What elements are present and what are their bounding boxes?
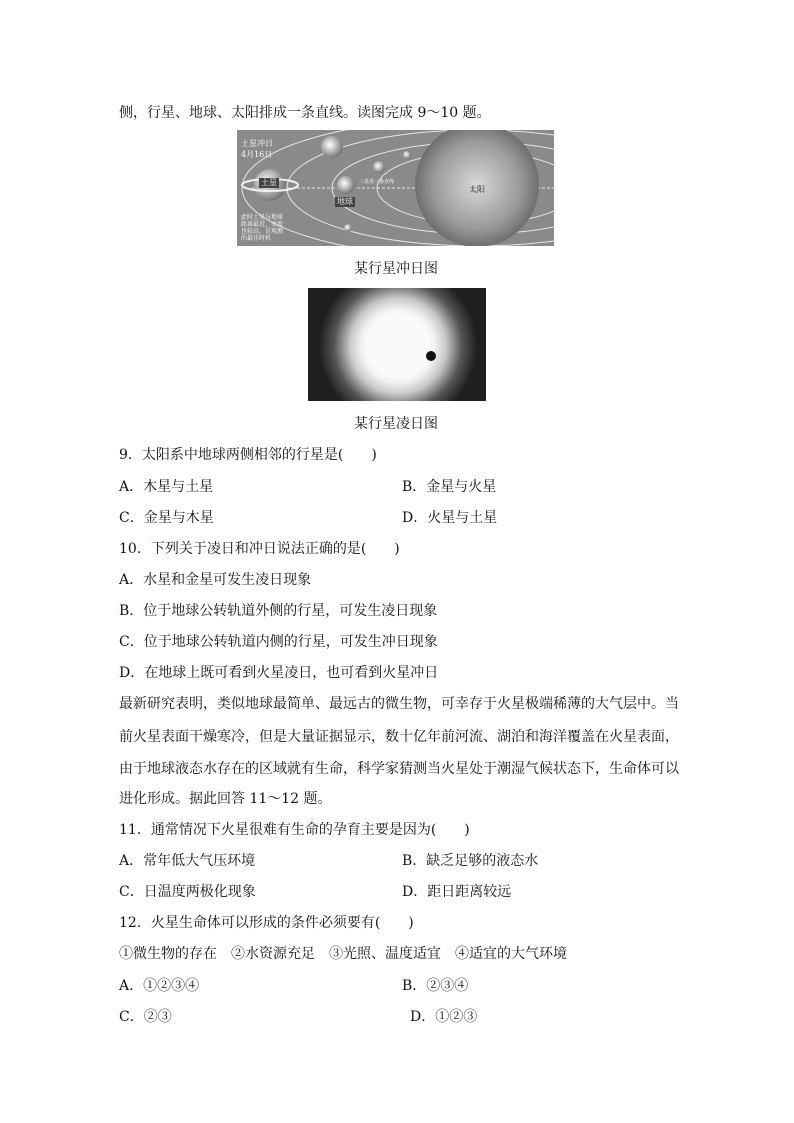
label-earth: 地球 [337, 197, 353, 206]
intro-line: 侧，行星、地球、太阳排成一条直线。读图完成 9～10 题。 [119, 105, 491, 121]
q11-option-a: A．常年低大气压环境 [119, 853, 256, 869]
label-saturn: 土星 [261, 178, 277, 187]
note-line4: 的最佳时机 [241, 235, 272, 242]
q12-conditions: ①微生物的存在 ②水资源充足 ③光照、温度适宜 ④适宜的大气环境 [119, 946, 567, 962]
q10-option-c: C．位于地球公转轨道内侧的行星，可发生冲日现象 [119, 634, 438, 650]
earth-shape [337, 176, 355, 194]
q9-option-c: C．金星与木星 [119, 510, 214, 526]
note-line3: 也较高，是观测 [241, 228, 284, 235]
figure1-caption: 某行星冲日图 [354, 261, 438, 277]
q9-option-a: A．木星与土星 [119, 479, 214, 495]
sun-disk [365, 313, 431, 379]
opposition-diagram [237, 130, 554, 246]
q12-option-c: C．②③ [119, 1009, 172, 1025]
transit-figure [308, 288, 486, 401]
figure2-caption: 某行星凌日图 [354, 416, 438, 432]
q9-stem: 9．太阳系中地球两侧相邻的行星是( ) [119, 447, 377, 463]
opposition-figure [237, 130, 554, 246]
jupiter-shape [321, 136, 343, 158]
q10-option-d: D．在地球上既可看到火星凌日，也可看到火星冲日 [119, 665, 439, 681]
label-sun: 太阳 [469, 185, 485, 194]
q10-stem: 10．下列关于凌日和冲日说法正确的是( ) [119, 541, 400, 557]
passage-line3: 由于地球液态水存在的区域就有生命，科学家猜测当火星处于潮湿气候状态下，生命体可以 [119, 761, 679, 777]
note-line1: 此时土星与地球 [241, 214, 284, 221]
q10-option-b: B．位于地球公转轨道外侧的行星，可发生凌日现象 [119, 603, 438, 619]
q12-stem: 12．火星生命体可以形成的条件必须要有( ) [119, 915, 414, 931]
q9-option-d: D．火星与土星 [402, 510, 498, 526]
q12-option-d: D．①②③ [410, 1009, 478, 1025]
transiting-planet [426, 351, 436, 361]
passage-line4: 进化形成。据此回答 11～12 题。 [119, 791, 332, 807]
q12-option-a: A．①②③④ [119, 978, 200, 994]
figure1-title-line2: 4月16日 [241, 150, 273, 159]
note-line2: 距离最近，亮度 [241, 221, 284, 228]
label-straight-line: 三星成一条直线 [359, 179, 395, 185]
q9-option-b: B．金星与火星 [402, 479, 497, 495]
transit-image [308, 288, 486, 401]
q11-option-d: D．距日距离较远 [402, 884, 512, 900]
q10-option-a: A．水星和金星可发生凌日现象 [119, 572, 312, 588]
q12-option-b: B．②③④ [402, 978, 469, 994]
passage-line1: 最新研究表明，类似地球最简单、最远古的微生物，可幸存于火星极端稀薄的大气层中。当 [119, 696, 679, 712]
q11-stem: 11．通常情况下火星很难有生命的孕育主要是因为( ) [119, 822, 470, 838]
figure1-title-line1: 土星冲日 [241, 139, 273, 148]
q11-option-c: C．日温度两极化现象 [119, 884, 256, 900]
q11-option-b: B．缺乏足够的液态水 [402, 853, 539, 869]
passage-line2: 前火星表面干燥寒冷，但是大量证据显示，数十亿年前河流、湖泊和海洋覆盖在火星表面， [119, 729, 679, 745]
